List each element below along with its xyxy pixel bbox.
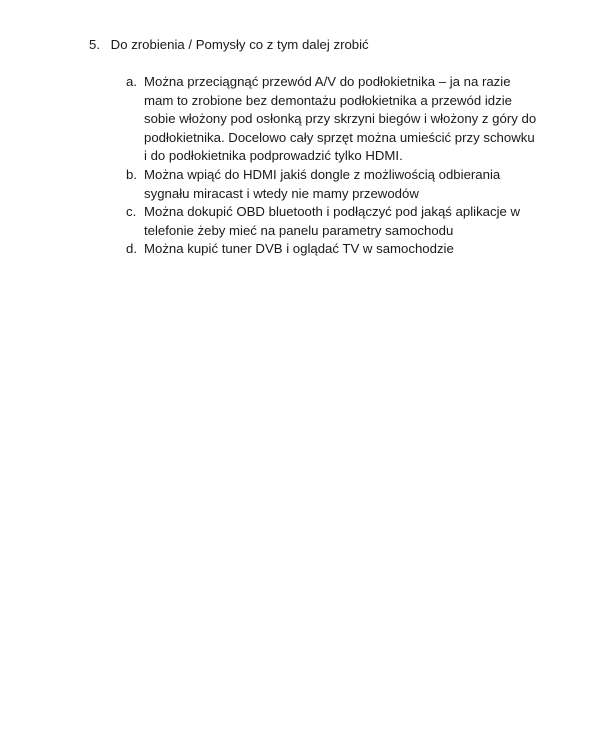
list-item-c <box>126 203 546 240</box>
list-text-d: Można kupić tuner DVB i oglądać TV w samochodzie <box>144 241 454 257</box>
list-marker-b: b. <box>126 166 137 182</box>
section-title: Do zrobienia / Pomysły co z tym dalej zrobić <box>110 37 369 52</box>
list-item-b <box>126 166 546 203</box>
list-item-d <box>126 240 546 259</box>
list-marker-a: a. <box>126 74 137 89</box>
list-text-a: Można przeciągnąć przewód A/V do podłokietnika – ja na razie mam to zrobione bez demontażu podłokietnika a przewód idzie sobie włożony pod osłonką przy skrzyni biegów i włożony z góry do podłokietnika. Docelowo cały sprzęt można umieścić przy schowku i do podłokietnika podprowadzić tylko HDMI. <box>144 74 537 164</box>
section-number: 5. <box>89 37 100 52</box>
list-marker-d: d. <box>126 241 137 257</box>
list-marker-c: c. <box>126 204 137 220</box>
sub-list <box>126 73 546 259</box>
section-heading <box>89 36 369 54</box>
list-item-a <box>126 73 546 166</box>
list-text-b: Można wpiąć do HDMI jakiś dongle z możliwością odbierania sygnału miracast i wtedy nie mamy przewodów <box>144 166 501 201</box>
list-text-c: Można dokupić OBD bluetooth i podłączyć pod jakąś aplikacje w telefonie żeby mieć na panelu parametry samochodu <box>144 204 521 238</box>
